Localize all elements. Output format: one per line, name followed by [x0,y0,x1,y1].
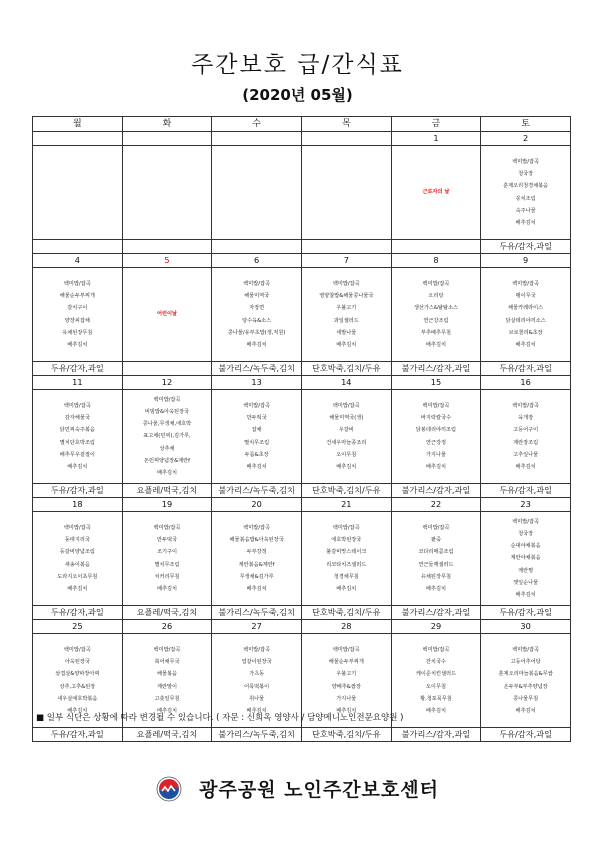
day-header-thu: 목 [301,117,391,132]
date-cell-sat: 16 [481,376,571,390]
menu-item: 배추김치 [336,463,357,470]
snack-cell-thu [301,240,391,254]
menu-row [33,146,571,240]
snack-cell-fri: 불가리스/감자,과일 [391,728,481,742]
snack-row [33,240,571,254]
snack-cell-fri: 불가리스/감자,과일 [391,606,481,620]
menu-item: 해물미역국 [244,293,270,300]
menu-item: 치커리무침 [154,573,180,580]
menu-item: 계란야채볶음 [510,555,541,562]
menu-item: 갈치구이 [67,305,88,312]
menu-item: 영양찰밥&해물콩나물국 [319,293,374,300]
menu-item: 백미밥/잡곡 [63,403,91,410]
menu-item: 케이준치킨샐러드 [415,671,456,678]
date-cell-sat: 30 [481,620,571,634]
day-header-wed: 수 [212,117,302,132]
menu-item: 배추김치 [246,707,267,714]
menu-item: 등갈비양념조림 [59,549,95,556]
snack-cell-wed: 불가리스/녹두죽,김치 [212,728,302,742]
menu-item: 백미밥/잡곡 [422,403,450,410]
snack-cell-tue: 요플레/떡국,김치 [122,484,212,498]
page-subtitle: (2020년 05월) [242,86,353,104]
snack-cell-mon: 두유/감자,과일 [33,362,123,376]
menu-item: 계란볶음&계란f [238,561,275,568]
menu-item: 만두떡국 [246,415,267,422]
menu-item: 백미밥/잡곡 [422,281,450,288]
date-row [33,132,571,146]
menu-item: 백미밥/잡곡 [332,403,360,410]
menu-item: 감자해물국 [64,415,90,422]
menu-item: 백미밥/잡곡 [243,525,271,532]
menu-row [33,512,571,606]
menu-item: 돈민찌양념장&계란f [144,457,190,464]
snack-cell-mon: 두유/감자,과일 [33,606,123,620]
menu-cell-tue [122,268,212,362]
menu-item: 배추김치 [156,707,177,714]
date-cell-fri: 1 [391,132,481,146]
menu-item: 우불고기 [336,305,357,312]
menu-item: 배추김치 [67,707,88,714]
menu-item: 백미밥/잡곡 [422,647,450,654]
menu-cell-tue [122,512,212,606]
snack-cell-thu: 단호박죽,김치/두유 [301,484,391,498]
snack-cell-mon: 두유/감자,과일 [33,728,123,742]
menu-item: 배추김치 [67,585,88,592]
date-row [33,254,571,268]
menu-item: 가지나물 [336,695,357,702]
menu-item: 백미밥/잡곡 [153,525,181,532]
menu-item: 도라지오이초무침 [57,573,98,580]
menu-cell-fri [391,512,481,606]
menu-item: 해물순두부찌개 [328,659,364,666]
menu-item: 백미밥/잡곡 [332,647,360,654]
menu-item: 우불고기 [336,671,357,678]
menu-item: 고추잎나물 [513,451,539,458]
menu-item: 무생채&김가루 [239,573,274,580]
date-cell-tue: 5 [122,254,212,268]
date-cell-mon: 4 [33,254,123,268]
menu-item: 백미밥/잡곡 [512,159,540,166]
menu-item: 백미밥/잡곡 [153,647,181,654]
menu-item: 조기구이 [156,549,177,556]
menu-item: 배추김치 [67,463,88,470]
menu-item: 배추김치 [515,219,536,226]
date-cell-thu: 7 [301,254,391,268]
menu-item: 황,청포묵무침 [420,695,452,702]
menu-item: 과일샐러드 [333,317,359,324]
menu-item: 해물순두부찌개 [59,293,95,300]
menu-item: 배추무우겉절이 [59,451,95,458]
date-cell-tue [122,132,212,146]
menu-cell-mon [33,268,123,362]
menu-cell-thu [301,390,391,484]
menu-item: 새우살애호박볶음 [57,695,98,702]
snack-cell-sat: 두유/감자,과일 [481,484,571,498]
menu-item: 배추김치 [336,341,357,348]
menu-item: 훈제오리청경채볶음 [503,183,549,190]
date-cell-mon: 11 [33,376,123,390]
menu-item: 꽁치조림 [515,195,536,202]
menu-item: 연근강정 [425,439,446,446]
snack-cell-mon: 두유/감자,과일 [33,484,123,498]
snack-cell-sat: 두유/감자,과일 [481,362,571,376]
date-cell-sat: 23 [481,498,571,512]
date-cell-mon [33,132,123,146]
menu-item: 연근들깨샐러드 [418,561,454,568]
menu-item: 배추김치 [425,707,446,714]
menu-item: 백미밥/잡곡 [153,397,181,404]
menu-item: 백미밥/잡곡 [63,647,91,654]
menu-item: 백미밥/잡곡 [512,519,540,526]
menu-item: 육개장 [518,415,534,422]
menu-item: 청경채무침 [333,573,359,580]
date-cell-thu: 14 [301,376,391,390]
menu-item: 해물미역국(생) [329,415,364,422]
menu-item: 배추김치 [425,463,446,470]
date-row [33,498,571,512]
snack-row [33,484,571,498]
menu-item: 콩나물무침 [513,695,539,702]
date-cell-tue: 19 [122,498,212,512]
menu-item: 배추김치 [425,585,446,592]
menu-item: 가츠동 [249,671,265,678]
menu-item: 배추김치 [246,463,267,470]
menu-item: 배추김치 [156,585,177,592]
menu-item: 배추김치 [156,469,177,476]
menu-item: 해물카레라이스 [508,305,544,312]
date-row [33,620,571,634]
date-cell-wed: 27 [212,620,302,634]
menu-item: 배추김치 [425,341,446,348]
day-header-mon: 월 [33,117,123,132]
menu-item: 백미밥/잡곡 [512,403,540,410]
menu-item: 만두떡국 [156,537,177,544]
menu-item: 멸치무조림 [244,439,270,446]
menu-cell-fri [391,634,481,728]
menu-cell-wed [212,390,302,484]
menu-item: 우갈비 [338,427,354,434]
menu-row [33,268,571,362]
menu-cell-tue [122,390,212,484]
menu-item: 배추김치 [515,707,536,714]
menu-item: 닭살데리야끼소스 [505,317,546,324]
snack-cell-mon [33,240,123,254]
menu-item: 탕수육&소스 [242,317,272,324]
menu-item: 백미밥/잡곡 [63,525,91,532]
holiday-label: 근로자의 날 [422,189,450,196]
menu-cell-tue [122,146,212,240]
menu-item: 양배추&쌈장 [331,683,361,690]
date-cell-wed: 6 [212,254,302,268]
menu-item: 연근강조림 [423,317,449,324]
menu-cell-thu [301,512,391,606]
menu-item: 표고채(민찌),김가루, [143,433,191,440]
menu-cell-thu [301,268,391,362]
date-cell-fri: 29 [391,620,481,634]
date-cell-wed: 20 [212,498,302,512]
menu-item: 해물볶음 [156,671,177,678]
snack-row [33,362,571,376]
snack-cell-fri: 불가리스/감자,과일 [391,484,481,498]
menu-item: 불갈비맛스테이크 [326,549,367,556]
menu-item: 팥죽 [430,537,441,544]
menu-item: 닭봉데리야끼조림 [415,427,456,434]
menu-item: 유채된장무침 [62,329,93,336]
snack-cell-fri [391,240,481,254]
menu-item: 멸치단호박조림 [59,439,95,446]
weekly-menu-table [32,116,571,742]
date-cell-tue: 12 [122,376,212,390]
day-header-row [33,117,571,132]
menu-item: 고등어구이 [513,427,539,434]
menu-item: 백미밥/잡곡 [243,647,271,654]
date-row [33,376,571,390]
menu-item: 상추,고추&된장 [59,683,96,690]
date-cell-thu [301,132,391,146]
date-cell-fri: 15 [391,376,481,390]
date-cell-sat: 2 [481,132,571,146]
menu-item: 멸치무조림 [154,561,180,568]
menu-cell-sat [481,634,571,728]
menu-item: 백미밥/잡곡 [332,525,360,532]
menu-cell-fri [391,268,481,362]
menu-cell-wed [212,146,302,240]
snack-cell-sat: 두유/감자,과일 [481,606,571,620]
menu-cell-sat [481,146,571,240]
menu-item: 유채된장무침 [420,573,451,580]
day-header-fri: 금 [391,117,481,132]
menu-item: 리코타치즈샐러드 [326,561,367,568]
snack-cell-tue [122,240,212,254]
menu-item: 배추김치 [515,591,536,598]
snack-cell-fri: 불가리스/감자,과일 [391,362,481,376]
menu-item: 청국장 [518,171,534,178]
menu-item: 코다리매콤조림 [418,549,454,556]
menu-item: 배추김치 [246,585,267,592]
menu-item: 계란말이 [156,683,177,690]
menu-item: 바지락칼국수 [420,415,451,422]
menu-item: 잔치국수 [425,659,446,666]
menu-item: 콩나물,무생채,애호박 [142,421,192,428]
menu-item: 삼겹살&양파장아찌 [55,671,100,678]
snack-cell-thu: 단호박죽,김치/두유 [301,606,391,620]
menu-item: 콩나물/유부초밥(생,직원) [227,329,286,336]
menu-item: 숙주나물 [515,207,536,214]
snack-row [33,606,571,620]
menu-item: 오이무침 [425,683,446,690]
menu-item: 얼갈이된장국 [241,659,272,666]
menu-cell-mon [33,146,123,240]
org-name: 광주공원 노인주간보호센터 [199,779,439,801]
menu-item: 부추배추무침 [420,329,451,336]
menu-item: 닭민찌숙주볶음 [59,427,95,434]
menu-item: 비빔밥&아욱된장국 [144,409,190,416]
menu-cell-thu [301,146,391,240]
menu-cell-wed [212,512,302,606]
menu-item: 동태지리국 [64,537,90,544]
menu-item: 청국장 [518,531,534,538]
menu-item: 배추김치 [336,707,357,714]
date-cell-sat: 9 [481,254,571,268]
menu-item: 백미밥/잡곡 [243,281,271,288]
menu-row [33,390,571,484]
menu-item: 배추김치 [336,585,357,592]
menu-item: 상추채 [159,445,175,452]
menu-item: 배추김치 [515,463,536,470]
menu-item: 해물볶음밥&아욱된장국 [229,537,284,544]
snack-cell-wed: 불가리스/녹두죽,김치 [212,606,302,620]
menu-cell-mon [33,390,123,484]
holiday-label: 어린이날 [156,311,177,318]
snack-cell-thu: 단호박죽,김치/두유 [301,362,391,376]
menu-item: 고춧잎무침 [154,695,180,702]
menu-item: 고등어추어탕 [510,659,541,666]
date-cell-thu: 28 [301,620,391,634]
menu-item: 잡채 [251,427,262,434]
menu-item: 백미밥/잡곡 [332,281,360,288]
menu-item: 오이무침 [336,451,357,458]
menu-item: 온두부&부추양념장 [503,683,548,690]
snack-cell-sat: 두유/감자,과일 [481,240,571,254]
menu-item: 배추김치 [515,341,536,348]
menu-item: 가지나물 [425,451,446,458]
page-title: 주간보호 급/간식표 [191,52,404,78]
menu-item: 배추김치 [67,341,88,348]
snack-cell-tue: 요플레/떡국,김치 [122,606,212,620]
date-cell-fri: 22 [391,498,481,512]
menu-item: 세발나물 [336,329,357,336]
menu-item: 애호박된장국 [331,537,362,544]
snack-row [33,728,571,742]
menu-item: 새송이볶음 [64,561,90,568]
menu-item: 어묵떡볶이 [244,683,270,690]
date-cell-thu: 21 [301,498,391,512]
date-cell-wed [212,132,302,146]
menu-item: 팽이무국 [515,293,536,300]
menu-item: 생선가스&탈탈소스 [413,305,459,312]
snack-cell-thu: 단호박죽,김치/두유 [301,728,391,742]
snack-cell-wed: 불가리스/녹두죽,김치 [212,484,302,498]
menu-item: 백미밥/잡곡 [422,525,450,532]
menu-cell-wed [212,268,302,362]
snack-cell-tue [122,362,212,376]
date-cell-mon: 18 [33,498,123,512]
menu-item: 두부강정 [246,549,267,556]
menu-item: 취나물 [249,695,265,702]
date-cell-wed: 13 [212,376,302,390]
menu-cell-sat [481,390,571,484]
menu-cell-fri [391,146,481,240]
date-cell-mon: 25 [33,620,123,634]
menu-item: 순대야채볶음 [510,543,541,550]
snack-cell-sat: 두유/감자,과일 [481,728,571,742]
menu-table-body [33,132,571,742]
menu-item: 건새우마늘종조리 [326,439,367,446]
date-cell-tue: 26 [122,620,212,634]
day-header-sat: 토 [481,117,571,132]
day-header-tue: 화 [122,117,212,132]
menu-item: 백미밥/잡곡 [63,281,91,288]
menu-change-note: ■ 일부 식단은 상황에 따라 변경될 수 있습니다. ( 자문 : 신희옥 영양사 / 담양메니노인전문요양원 ) [36,713,404,723]
menu-item: 브로콜리&초장 [508,329,543,336]
menu-cell-fri [391,390,481,484]
footer [0,775,595,802]
snack-cell-tue: 요플레/떡국,김치 [122,728,212,742]
snack-cell-wed [212,240,302,254]
menu-item: 아욱된장국 [64,659,90,666]
menu-item: 계란장조림 [513,439,539,446]
menu-item: 백미밥/잡곡 [512,647,540,654]
menu-cell-sat [481,268,571,362]
menu-item: 계란찜 [518,567,534,574]
menu-item: 오리탕 [428,293,444,300]
menu-item: 북어채무국 [154,659,180,666]
menu-item: 자장면 [249,305,265,312]
menu-item: 백미밥/잡곡 [243,403,271,410]
menu-cell-mon [33,512,123,606]
snack-cell-wed: 불가리스/녹두죽,김치 [212,362,302,376]
menu-cell-sat [481,512,571,606]
date-cell-fri: 8 [391,254,481,268]
menu-item: 배추김치 [246,341,267,348]
menu-item: 양장피잡채 [64,317,90,324]
menu-item: 훈제오리마늘볶음&무쌈 [498,671,553,678]
menu-item: 깻잎순나물 [513,579,539,586]
menu-item: 백미밥/잡곡 [512,281,540,288]
menu-item: 두릅&초장 [244,451,269,458]
org-logo-icon [156,776,182,802]
